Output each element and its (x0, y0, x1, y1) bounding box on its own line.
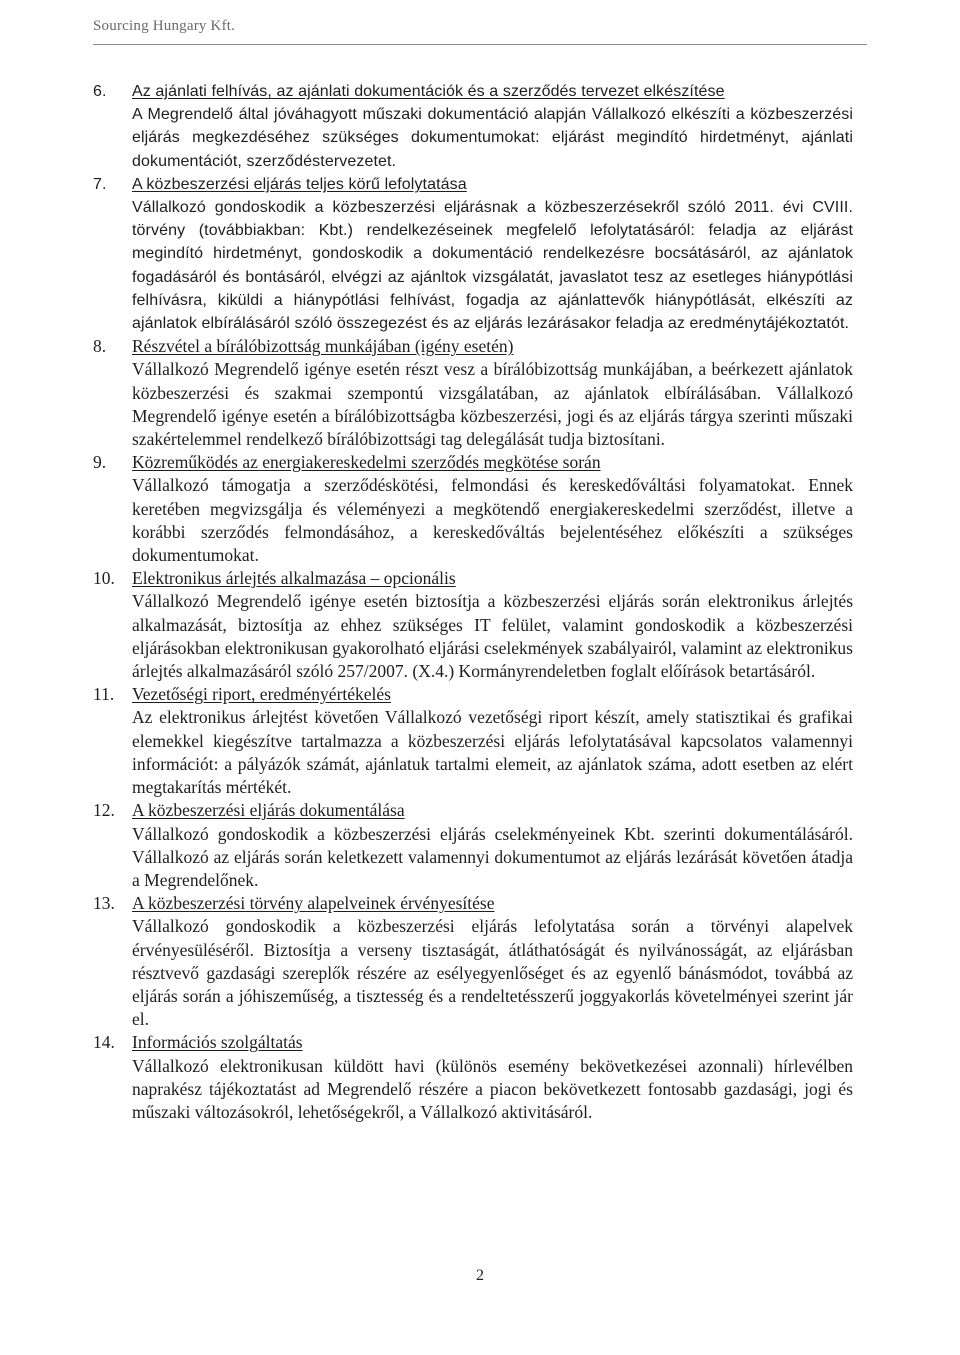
section-body: Vállalkozó Megrendelő igénye esetén biztosítja a közbeszerzési eljárás során elektronikus árlejtés alkalmazását, biztosítja az ehhez szükséges IT felület, valamint gondoskodik a közbeszerzési eljárásokban elektronikusan gyakorolható eljárási cselekmények szabályairól, valamint az elektronikus árlejtés alkalmazásáról szóló 257/2007. (X.4.) Kormányrendeletben foglalt előírások betartásáról. (132, 591, 853, 682)
section-body: Vállalkozó gondoskodik a közbeszerzési eljárásnak a közbeszerzésekről szóló 2011. évi CVIII. törvény (továbbiakban: Kbt.) rendelkezéseinek megfelelő lefolytatásáról: feladja az eljárást megindító hirdetményt, gondoskodik a dokumentáció rendelkezésre bocsátásáról, az ajánlatok fogadásáról és bontásáról, elvégzi az ajánltok vizsgálatát, javaslatot tesz az esetleges hiánypótlási felhívásra, kiküldi a hiánypótlási felhívást, fogadja az ajánlattevők hiánypótlását, elkészíti az ajánlatok elbírálásáról szóló összegezést és az eljárás lezárásakor feladja az eredménytájékoztatót. (132, 199, 853, 333)
section-body: Vállalkozó támogatja a szerződéskötési, felmondási és kereskedőváltási folyamatokat. Ennek keretében megvizsgálja és véleményezi a megkötendő energiakereskedelmi szerződést, illetve a korábbi szerződés felmondásához, a kereskedőváltás bejelentéséhez előkészíti a szükséges dokumentumokat. (132, 475, 853, 566)
section-content (132, 451, 853, 567)
section-body: Vállalkozó elektronikusan küldött havi (különös esemény bekövetkezései azonnali) hírlevélben naprakész tájékoztatást ad Megrendelő részére a piacon bekövetkezett fontosabb gazdasági, jogi és műszaki változásokról, lehetőségekről, a Vállalkozó aktivitásáról. (132, 1055, 853, 1122)
section-title: Vezetőségi riport, eredményértékelés (132, 684, 391, 705)
page-number: 2 (476, 1267, 484, 1284)
section-title: A közbeszerzési eljárás dokumentálása (132, 800, 405, 821)
section-list (93, 80, 853, 1124)
section-content (132, 683, 853, 799)
section-title: A közbeszerzési eljárás teljes körű lefolytatása (132, 175, 467, 193)
section-number: 11. (93, 684, 115, 705)
section-number: 10. (93, 568, 115, 589)
section-number: 12. (93, 800, 115, 821)
section-10 (93, 567, 853, 683)
section-14 (93, 1031, 853, 1124)
section-number: 9. (93, 452, 107, 473)
header-divider (93, 44, 867, 45)
section-body: Vállalkozó gondoskodik a közbeszerzési eljárás cselekményeinek Kbt. szerinti dokumentálásáról. Vállalkozó az eljárás során keletkezett valamennyi dokumentumot az eljárás lezárását követően átadja a Megrendelőnek. (132, 823, 853, 890)
section-6 (93, 80, 853, 173)
section-number: 14. (93, 1032, 115, 1053)
section-title: Az ajánlati felhívás, az ajánlati dokumentációk és a szerződés tervezet elkészítése (132, 83, 725, 100)
section-body: A Megrendelő által jóváhagyott műszaki dokumentáció alapján Vállalkozó elkészíti a közbeszerzési eljárás megkezdéséhez szükséges dokumentumokat: eljárást megindító hirdetményt, ajánlati dokumentációt, szerződéstervezetet. (132, 106, 853, 170)
section-content (132, 567, 853, 683)
section-number: 13. (93, 893, 115, 914)
section-7 (93, 173, 853, 335)
section-content (132, 799, 853, 892)
section-content (132, 173, 853, 335)
section-13 (93, 892, 853, 1031)
section-9 (93, 451, 853, 567)
section-12 (93, 799, 853, 892)
section-number: 6. (93, 83, 107, 100)
section-content (132, 1031, 853, 1124)
section-title: Elektronikus árlejtés alkalmazása – opcionális (132, 568, 456, 589)
section-11 (93, 683, 853, 799)
section-title: Információs szolgáltatás (132, 1032, 303, 1053)
section-number: 7. (93, 175, 107, 193)
section-8 (93, 335, 853, 451)
section-number: 8. (93, 336, 107, 357)
section-content (132, 335, 853, 451)
section-content (132, 80, 853, 173)
company-header: Sourcing Hungary Kft. (93, 18, 236, 34)
section-body: Vállalkozó Megrendelő igénye esetén részt vesz a bírálóbizottság munkájában, a beérkezett ajánlatok közbeszerzési és szakmai szempontú vizsgálatában, az ajánlatok elbírálásában. Vállalkozó Megrendelő igénye esetén a bírálóbizottságba közbeszerzési, jogi és az eljárás tárgya szerinti műszaki szakértelemmel rendelkező bírálóbizottsági tag delegálását tudja biztosítani. (132, 359, 853, 450)
section-title: A közbeszerzési törvény alapelveinek érvényesítése (132, 893, 495, 914)
section-title: Közreműködés az energiakereskedelmi szerződés megkötése során (132, 452, 601, 473)
section-title: Részvétel a bírálóbizottság munkájában (igény esetén) (132, 336, 514, 357)
section-body: Az elektronikus árlejtést követően Vállalkozó vezetőségi riport készít, amely statisztikai és grafikai elemekkel kiegészítve tartalmazza a közbeszerzési eljárás lefolytatásával kapcsolatos valamennyi információt: a pályázók számát, ajánlatuk tartalmi elemeit, az ajánlatok száma, adott esetben az elért megtakarítás mértékét. (132, 707, 853, 798)
section-body: Vállalkozó gondoskodik a közbeszerzési eljárás lefolytatása során a törvényi alapelvek érvényesüléséről. Biztosítja a verseny tisztaságát, átláthatóságát és nyilvánosságát, az eljárásban résztvevő gazdasági szereplők részére az esélyegyenlőséget és az egyenlő bánásmódot, továbbá az eljárás során a jóhiszeműség, a tisztesség és a rendeltetésszerű joggyakorlás követelményei szerint jár el. (132, 916, 853, 1030)
section-content (132, 892, 853, 1031)
